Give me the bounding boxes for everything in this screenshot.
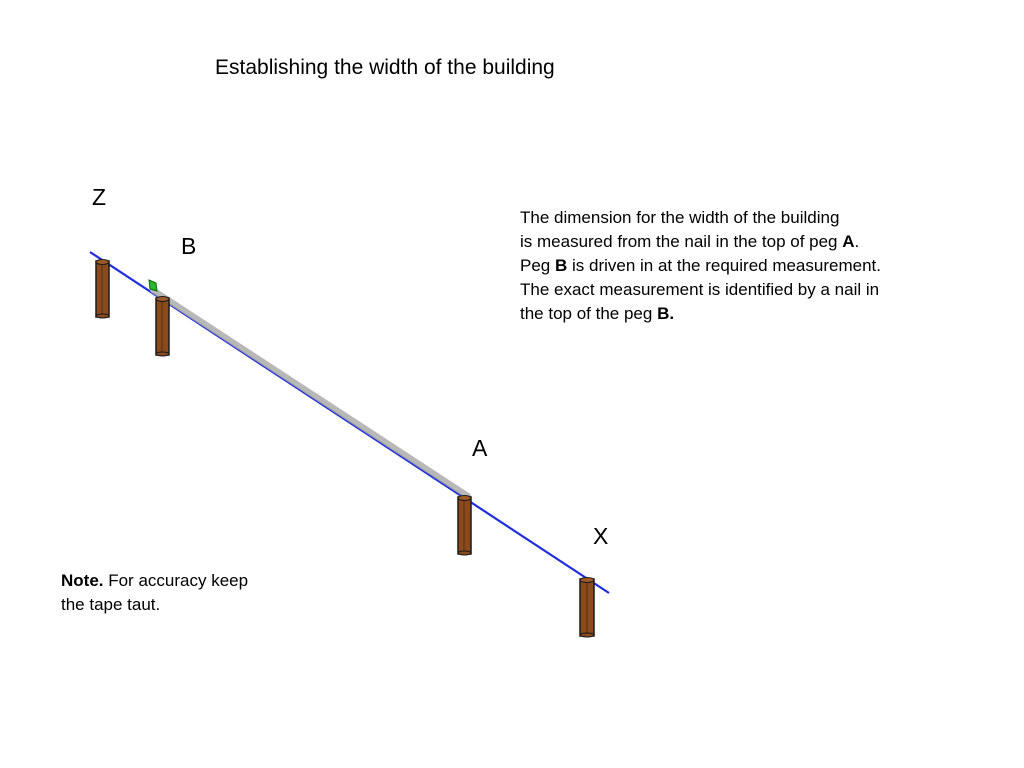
peg-label-b: B [181,233,197,259]
description-line-3 [520,254,881,278]
note-line-2: the tape taut. [61,595,161,614]
description-peg-a: A [842,232,855,251]
description-peg-b: B [554,256,568,275]
peg-x [580,578,594,638]
peg-label-z: Z [92,184,107,210]
description-peg-b-end: B. [657,304,675,323]
diagram-title: Establishing the width of the building [215,56,555,79]
measuring-tape-edge [153,293,468,499]
peg-a [458,496,471,556]
peg-label-a: A [472,435,488,461]
description-text [520,206,881,326]
peg-label-x: X [593,523,609,549]
description-line-5 [520,302,881,326]
note-line-1 [61,569,248,593]
description-line-2-end: . [854,232,860,251]
description-line-3-start: Peg [520,256,555,275]
note-line-1-text: For accuracy keep [103,571,249,590]
description-line-5-text: the top of the peg [520,304,658,323]
note-text [61,569,248,617]
measuring-tape [153,290,468,496]
peg-z [96,260,109,319]
tape-hook-icon [149,280,157,291]
description-line-2 [520,230,881,254]
description-line-3-end: is driven in at the required measurement. [567,256,881,275]
description-line-2-text: is measured from the nail in the top of peg [520,232,843,251]
description-line-4: The exact measurement is identified by a nail in [520,280,880,299]
description-line-1: The dimension for the width of the building [520,208,840,227]
note-heading: Note. [61,571,104,590]
peg-b [156,297,169,357]
